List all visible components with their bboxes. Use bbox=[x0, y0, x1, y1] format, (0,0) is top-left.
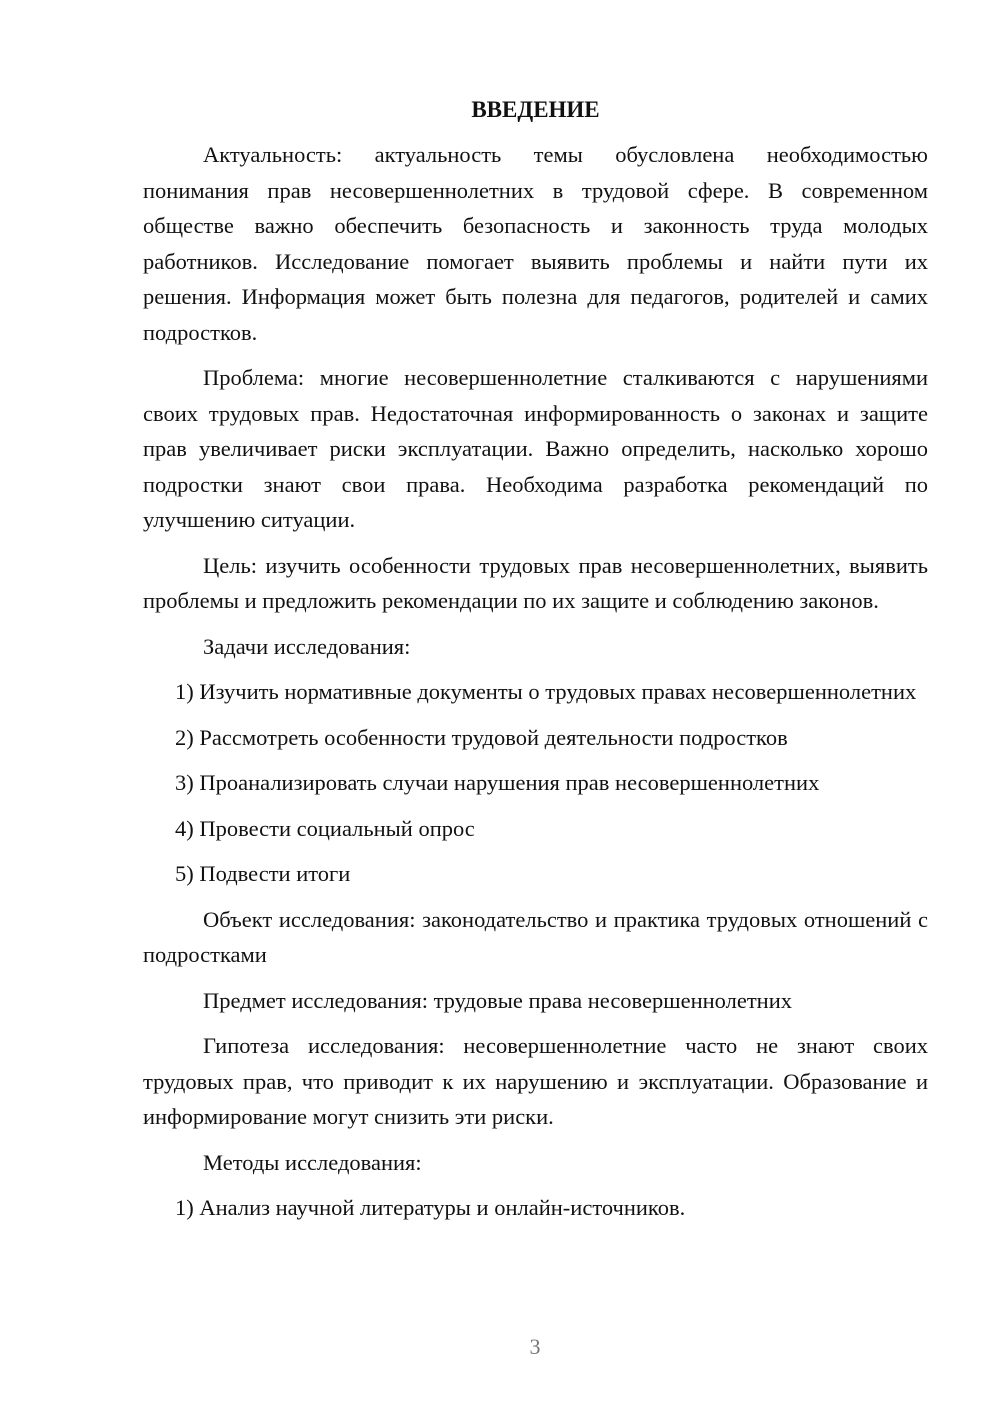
task-item-4: 4) Провести социальный опрос bbox=[175, 815, 475, 841]
method-item-1: 1) Анализ научной литературы и онлайн-источников. bbox=[175, 1195, 686, 1220]
task-item-5: 5) Подвести итоги bbox=[175, 861, 351, 886]
paragraph-relevance: Актуальность: актуальность темы обусловлена необходимостью понимания прав несовершеннолетних в трудовой сфере. В современном обществе важно обеспечить безопасность и законность труда молодых работников. Исследование помогает выявить проблемы и найти пути их решения. Информация может быть полезна для педагогов, родителей и самих подростков. bbox=[143, 142, 928, 345]
methods-heading: Методы исследования: bbox=[203, 1149, 422, 1175]
page-title: ВВЕДЕНИЕ bbox=[471, 97, 600, 122]
paragraph-goal: Цель: изучить особенности трудовых прав несовершеннолетних, выявить проблемы и предложить рекомендации по их защите и соблюдению законов. bbox=[143, 552, 928, 613]
paragraph-problem: Проблема: многие несовершеннолетние сталкиваются с нарушениями своих трудовых прав. Недостаточная информированность о законах и защите прав увеличивает риски эксплуатации. Важно определить, насколько хорошо подростки знают свои права. Необходима разработка рекомендаций по улучшению ситуации. bbox=[143, 365, 928, 532]
task-item-2: 2) Рассмотреть особенности трудовой деятельности подростков bbox=[175, 724, 788, 750]
page-number: 3 bbox=[529, 1334, 541, 1359]
paragraph-subject: Предмет исследования: трудовые права несовершеннолетних bbox=[203, 987, 793, 1013]
task-item-1: 1) Изучить нормативные документы о трудовых правах несовершеннолетних bbox=[175, 679, 917, 704]
tasks-heading: Задачи исследования: bbox=[203, 633, 411, 659]
paragraph-hypothesis: Гипотеза исследования: несовершеннолетние часто не знают своих трудовых прав, что приводит к их нарушению и эксплуатации. Образование и информирование могут снизить эти риски. bbox=[143, 1033, 928, 1129]
task-item-3: 3) Проанализировать случаи нарушения прав несовершеннолетних bbox=[175, 770, 820, 795]
paragraph-object: Объект исследования: законодательство и практика трудовых отношений с подростками bbox=[143, 906, 928, 967]
document-page bbox=[143, 95, 928, 1236]
